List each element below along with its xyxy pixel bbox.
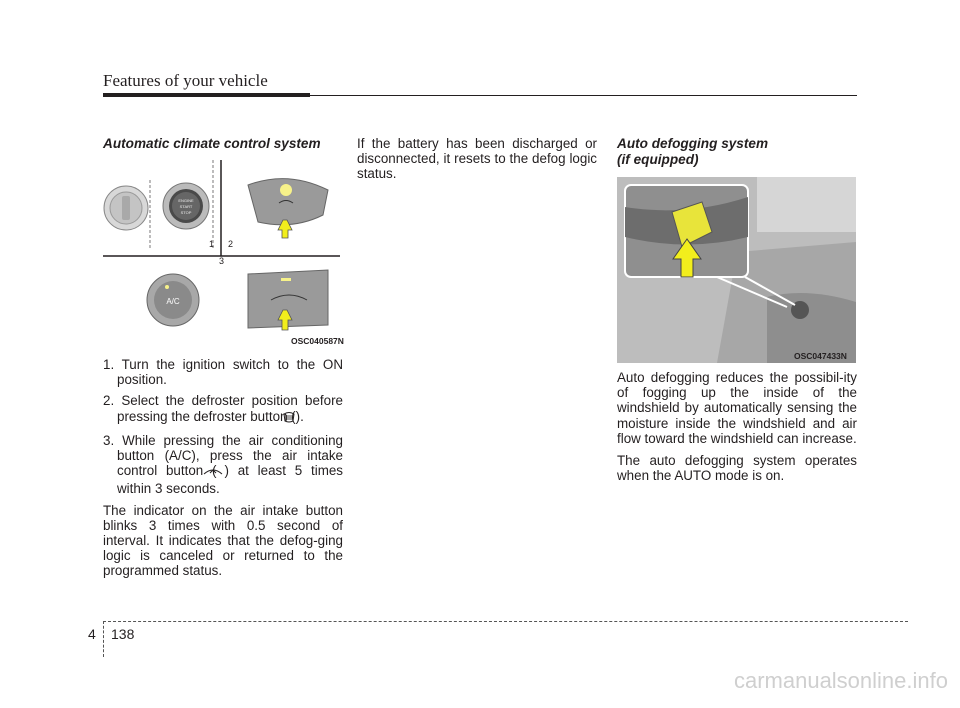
- defroster-button-icon: [248, 179, 328, 238]
- footer-rule-vertical: [103, 621, 104, 657]
- column-3: [617, 136, 857, 167]
- battery-paragraph: If the battery has been discharged or disconnected, it resets to the defog logic status.: [357, 136, 597, 182]
- svg-text:1: 1: [209, 239, 215, 249]
- svg-text:2: 2: [228, 239, 234, 249]
- defog-paragraph-1: Auto defogging reduces the possibil-ity of fogging up the inside of the windshield by automatically sensing the moisture inside the windshield and air flow toward the windshield can increase.: [617, 370, 857, 446]
- footer-rule: [103, 621, 908, 622]
- step-2: [103, 393, 343, 426]
- step-2-text-a: 2. Select the defroster position before pressing the defroster button (: [103, 393, 343, 424]
- figure-code-defog: OSC047433N: [794, 351, 847, 361]
- ac-knob-icon: [147, 274, 199, 326]
- header-rule-thin: [310, 95, 857, 96]
- climate-illustration: [103, 160, 340, 345]
- step-3: [103, 433, 343, 497]
- watermark: carmanualsonline.info: [733, 668, 948, 693]
- section-title-defog-line1: Auto defogging system: [617, 136, 769, 151]
- svg-text:START: START: [179, 204, 193, 209]
- header-rule: [103, 93, 310, 97]
- column-1: [103, 136, 343, 152]
- svg-text:ENGINE: ENGINE: [178, 198, 194, 203]
- svg-text:A/C: A/C: [166, 297, 180, 306]
- chapter-number: 4: [88, 626, 96, 642]
- column-3-body: [617, 370, 857, 483]
- header-title: Features of your vehicle: [103, 71, 268, 90]
- step-1: 1. Turn the ignition switch to the ON position.: [103, 357, 343, 388]
- svg-text:3: 3: [219, 256, 225, 266]
- figure-code-climate: OSC040587N: [291, 336, 344, 346]
- section-title-defog-line2: (if equipped): [617, 151, 699, 167]
- section-title-defog: [617, 136, 857, 167]
- climate-figure: [103, 160, 344, 346]
- air-intake-button-icon: [248, 270, 328, 330]
- defog-figure: [617, 177, 856, 363]
- step-3-text-b: ) at least 5 times within 3 seconds.: [117, 463, 343, 497]
- svg-text:STOP: STOP: [180, 210, 192, 215]
- step-3-text-a: 3. While pressing the air conditioning button (A/C), press the air intake control button (: [103, 432, 343, 479]
- defog-photo: [617, 177, 856, 363]
- page-number: 138: [111, 626, 135, 642]
- steps-list: [103, 357, 343, 497]
- engine-start-button-icon: [163, 183, 209, 229]
- defog-paragraph-2: The auto defogging system operates when the AUTO mode is on.: [617, 453, 857, 484]
- column-1-body: [103, 350, 343, 579]
- step-2-text-b: ).: [295, 408, 304, 424]
- column-2: [357, 136, 597, 182]
- section-title-climate: Automatic climate control system: [103, 136, 321, 151]
- ignition-cylinder-icon: [104, 186, 148, 230]
- climate-paragraph: The indicator on the air intake button blinks 3 times with 0.5 second of interval. It indicates that the defog-ging logic is canceled or returned to the programmed status.: [103, 502, 343, 579]
